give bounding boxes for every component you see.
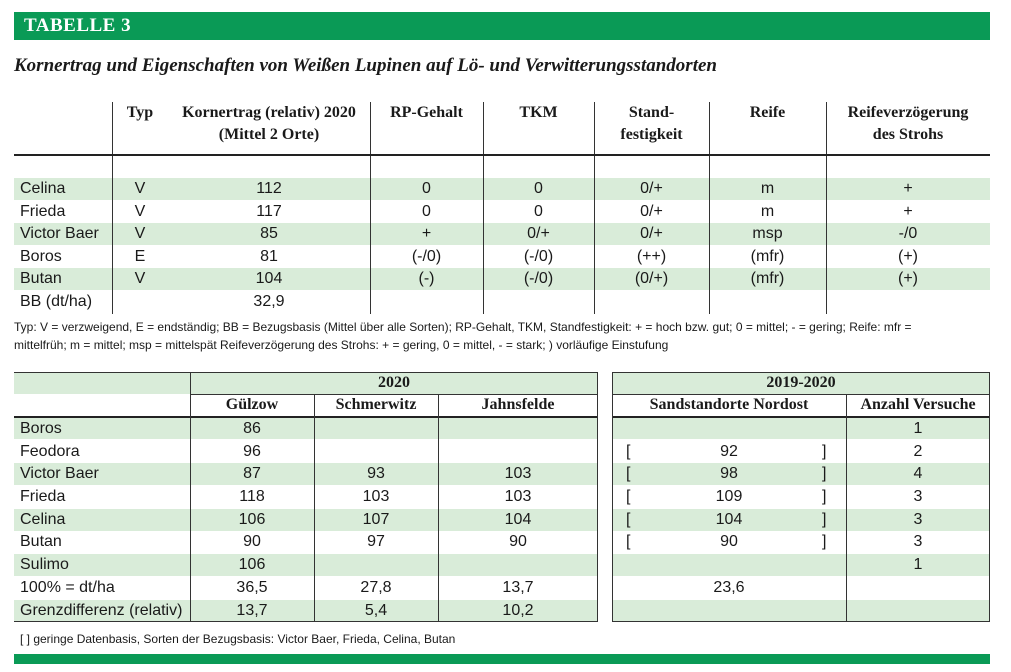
cell-reife: (mfr) [750,248,785,265]
cell: 106 [238,556,266,574]
cell-typ: V [134,270,146,287]
bracket-close: ] [822,488,827,506]
variety-name: 100% = dt/ha [20,578,115,596]
table-body [14,418,598,622]
table-row [612,509,990,532]
cell-stand: 0/+ [640,180,663,197]
cell: 5,4 [364,601,388,619]
table-row [612,531,990,554]
cell: 106 [238,510,266,528]
footnote-line: mittelfrüh; m = mittel; msp = mittelspät Reifeverzögerung des Strohs: + = gering, 0 = mittel, - = stark; ) vorläufige Einstufung [14,338,669,352]
footnote-line: Typ: V = verzweigend, E = endständig; BB = Bezugsbasis (Mittel über alle Sorten); RP-Gehalt, TKM, Standfestigkeit: + = hoch bzw. gut; 0 = mittel; - = gering; Reife: mfr = [14,320,912,334]
cell: 93 [367,465,385,483]
cell-typ: E [134,248,146,265]
variety-name: Butan [20,270,62,287]
table-row [14,554,598,577]
bracket-open: [ [626,510,631,528]
cell-typ: V [134,225,146,242]
table-row [612,441,990,464]
bracket-footnote: [ ] geringe Datenbasis, Sorten der Bezugsbasis: Victor Baer, Frieda, Celina, Butan [20,632,456,646]
table-row [14,291,990,313]
cell-reife: msp [752,225,783,242]
cell: 109 [715,488,743,506]
legend-footnote [14,318,974,354]
table-row [14,201,990,223]
cell: 13,7 [502,578,534,596]
table-row [14,486,598,509]
cell-typ: V [134,180,146,197]
cell: 104 [504,510,532,528]
cell-rp: + [421,225,432,242]
cell-typ: V [134,203,146,220]
header-tkm: TKM [519,104,558,121]
cell-ertrag: 85 [260,225,278,242]
cell: 10,2 [502,601,534,619]
cell: 3 [913,533,923,551]
table-row [14,509,598,532]
cell-tkm: 0 [534,180,543,197]
variety-name: Sulimo [20,556,69,574]
bracket-open: [ [626,488,631,506]
cell: 86 [243,420,261,437]
cell: 103 [504,465,532,483]
variety-name: Grenzdifferenz (relativ) [20,601,183,619]
cell-ertrag: 112 [256,180,282,197]
cell-rp: 0 [422,203,431,220]
cell: 23,6 [713,578,745,596]
table-row [14,223,990,245]
bracket-open: [ [626,465,631,483]
cell: 13,7 [236,601,268,619]
variety-name: Victor Baer [20,225,99,242]
table-row [14,418,598,441]
variety-name: Celina [20,510,66,528]
cell: 3 [913,510,923,528]
cell-rv: + [903,180,913,197]
cell-stand: 0/+ [640,225,663,242]
cell: 1 [913,420,923,437]
table-row [14,463,598,486]
variety-name: Frieda [20,203,66,220]
column-header: Gülzow [225,396,279,413]
table-row [612,486,990,509]
cell-rv: (+) [898,248,918,265]
cell: 90 [243,533,261,551]
table-header-bar [14,12,990,40]
table-number: TABELLE 3 [24,15,132,36]
variety-name: Boros [20,420,62,437]
cell: 27,8 [360,578,392,596]
cell-ertrag: 81 [260,248,278,265]
bracket-close: ] [822,442,827,460]
table-row [14,246,990,268]
cell: 107 [362,510,390,528]
variety-name: Feodora [20,442,80,460]
yield-2019-2020-table [612,372,990,622]
bracket-close: ] [822,510,827,528]
cell: 96 [243,442,261,460]
table-row [14,268,990,290]
cell: 36,5 [236,578,268,596]
table-row [14,600,598,623]
variety-name: Frieda [20,488,66,506]
cell: 87 [243,465,261,483]
table-row [612,463,990,486]
cell-reife: (mfr) [750,270,785,287]
cell-tkm: 0/+ [527,225,550,242]
variety-name: Butan [20,533,62,551]
year-header: 2020 [378,374,410,391]
cell: 3 [913,488,923,506]
cell: 98 [720,465,738,483]
table-row [612,554,990,577]
header-reifeverzoegerung: Reifeverzögerung des Strohs [847,104,969,143]
page-title: Kornertrag und Eigenschaften von Weißen Lupinen auf Lö- und Verwitterungsstandorten [14,55,717,76]
table-row [612,577,990,600]
column-header: Sandstandorte Nordost [649,396,809,413]
cell-tkm: (-/0) [523,248,554,265]
table-row [14,531,598,554]
cell-ertrag: 32,9 [253,293,285,310]
cell-rv: (+) [898,270,918,287]
cell-reife: m [760,180,775,197]
header-kornertrag: Kornertrag (relativ) 2020 (Mittel 2 Orte) [182,104,356,143]
table-row [14,577,598,600]
cell-rp: (-) [418,270,435,287]
bracket-close: ] [822,465,827,483]
column-header: Anzahl Versuche [860,396,976,413]
variety-name: Boros [20,248,62,265]
header-rule [14,154,990,156]
cell-ertrag: 104 [255,270,283,287]
table-row [14,441,598,464]
bracket-open: [ [626,533,631,551]
bracket-close: ] [822,533,827,551]
cell: 4 [913,465,923,483]
header-rp-gehalt: RP-Gehalt [390,104,463,121]
column-header: Schmerwitz [335,396,417,413]
column-header: Jahnsfelde [481,396,555,413]
header-reife: Reife [749,104,786,121]
variety-name: Celina [20,180,66,197]
yield-2020-table [14,372,598,622]
table-row [612,418,990,441]
cell-rp: (-/0) [411,248,442,265]
bracket-open: [ [626,442,631,460]
header-standfestigkeit: Stand- festigkeit [620,104,683,143]
reference-basis-label: BB (dt/ha) [20,293,93,310]
variety-name: Victor Baer [20,465,99,483]
table-body [612,418,990,622]
cell-stand: (++) [636,248,667,265]
cell: 92 [720,442,738,460]
table-row [612,600,990,623]
cell-ertrag: 117 [256,203,282,220]
cell: 97 [367,533,385,551]
cell-rp: 0 [422,180,431,197]
cell: 2 [913,442,923,460]
cell-tkm: (-/0) [523,270,554,287]
cell-stand: (0/+) [634,270,669,287]
cell-rv: + [903,203,913,220]
cell-stand: 0/+ [640,203,663,220]
cell: 103 [362,488,390,506]
year-header: 2019-2020 [766,374,836,391]
cell: 90 [720,533,738,551]
cell: 103 [504,488,532,506]
header-typ: Typ [126,104,154,121]
cell: 118 [239,488,265,506]
footer-bar [14,654,990,664]
cell-rv: -/0 [898,225,918,242]
cell-reife: m [760,203,775,220]
cell: 1 [913,556,923,574]
cell-tkm: 0 [534,203,543,220]
cell: 90 [509,533,527,551]
cell: 104 [715,510,743,528]
table-row [14,178,990,200]
